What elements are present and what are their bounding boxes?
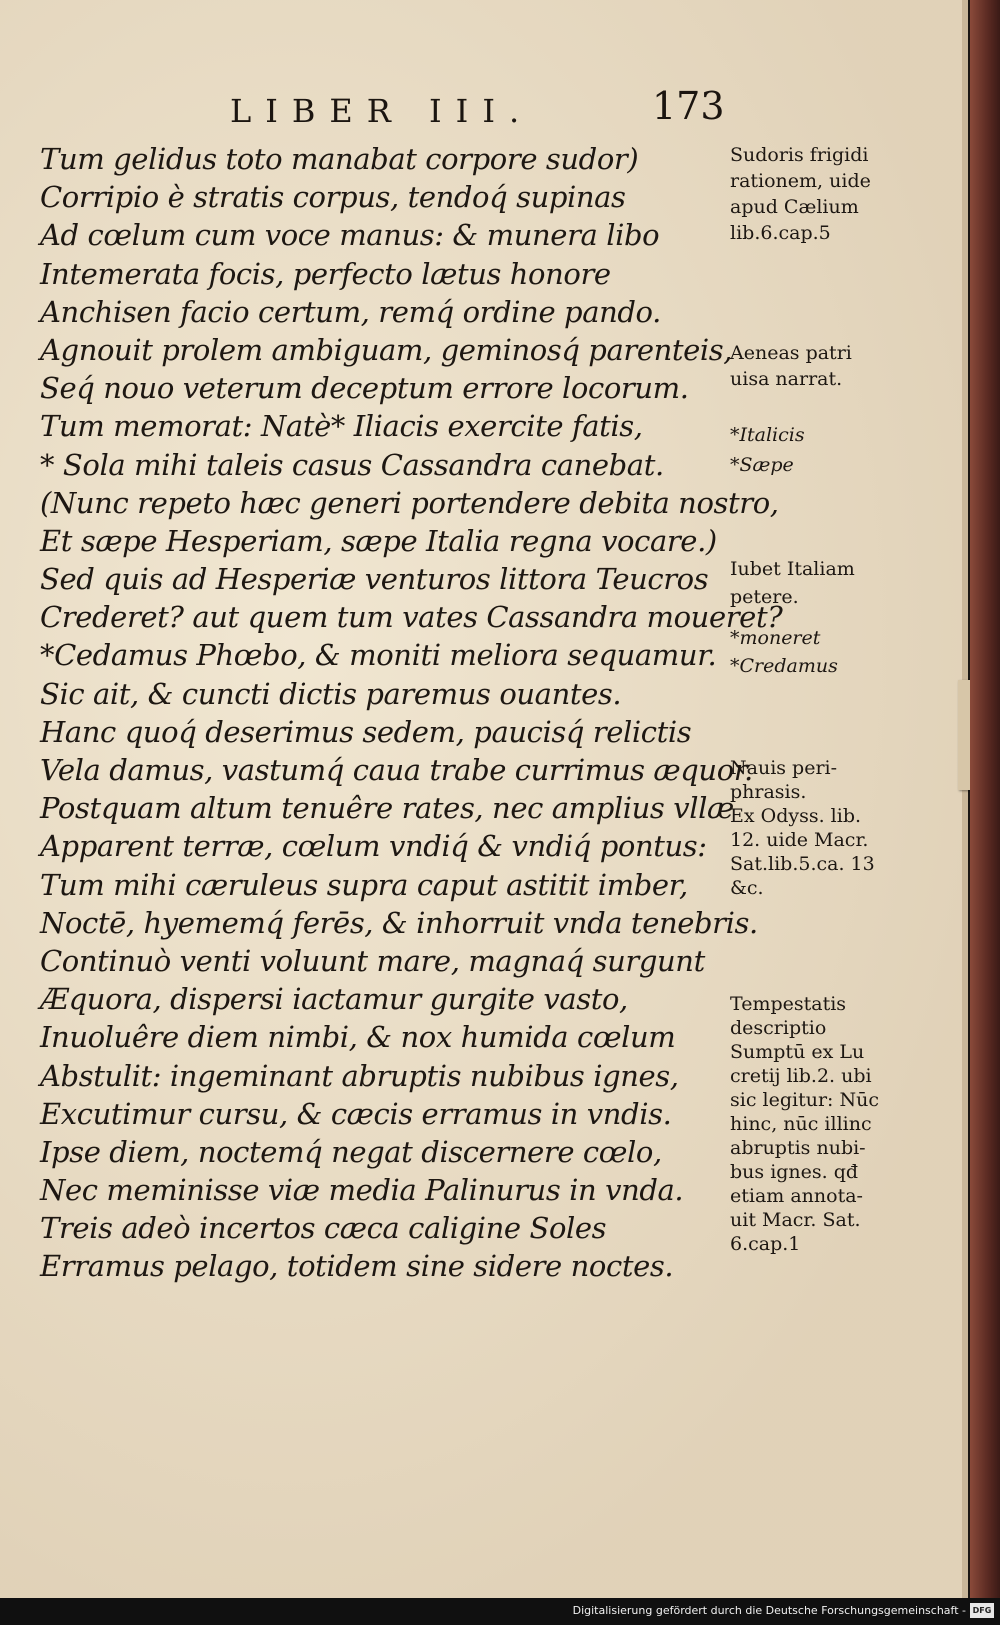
margin-note-line: Aeneas patri (730, 342, 852, 364)
margin-note-line: *moneret (730, 627, 821, 649)
page-number: 173 (652, 84, 725, 128)
margin-note-line: Tempestatis (730, 993, 847, 1015)
margin-note (730, 555, 910, 611)
verse-line: Intemerata focis, perfecto lætus honore (40, 256, 611, 291)
verse-line: Hanc quoq́ deserimus sedem, paucisq́ relictis (40, 714, 692, 749)
verse-line: Abstulit: ingeminant abruptis nubibus ignes, (40, 1058, 679, 1093)
margin-note-line: bus ignes. qđ (730, 1161, 859, 1183)
verse-line: Anchisen facio certum, remq́ ordine pando. (40, 294, 661, 329)
dfg-logo: DFG (970, 1603, 994, 1618)
margin-note-line: phrasis. (730, 781, 807, 803)
margin-note-line: Sudoris frigidi (730, 144, 869, 166)
book-spine (970, 0, 1000, 1598)
margin-note-line: uit Macr. Sat. (730, 1209, 861, 1231)
margin-note-line: hinc, nūc illinc (730, 1113, 872, 1135)
verse-line: (Nunc repeto hæc generi portendere debita nostro, (40, 485, 779, 520)
verse-line: *Cedamus Phœbo, & moniti meliora sequamur. (40, 638, 717, 673)
margin-note-line: petere. (730, 586, 799, 608)
verse-line: Et sæpe Hesperiam, sæpe Italia regna vocare.) (40, 523, 717, 558)
verse-line: Excutimur cursu, & cæcis erramus in vndis. (40, 1096, 672, 1131)
margin-note-line: Sat.lib.5.ca. 13 (730, 853, 875, 875)
verse-line: Æquora, dispersi iactamur gurgite vasto, (40, 982, 628, 1017)
margin-note-line: etiam annota- (730, 1185, 863, 1207)
verse-line: Tum gelidus toto manabat corpore sudor) (40, 142, 639, 176)
margin-note (730, 624, 910, 680)
margin-note-line: 6.cap.1 (730, 1233, 801, 1255)
verse-line: Ipse diem, noctemq́ negat discernere cœlo, (40, 1134, 662, 1169)
margin-note-line: rationem, uide (730, 170, 871, 192)
margin-note-line: Sumptū ex Lu (730, 1041, 865, 1063)
verse-line: Tum mihi cæruleus supra caput astitit imber, (40, 867, 688, 902)
margin-note-line: *Credamus (730, 655, 838, 677)
margin-note (730, 420, 910, 480)
margin-note-line: Iubet Italiam (730, 558, 855, 580)
running-head: LIBER III. (230, 92, 534, 130)
verse-line: Noctē, hyememq́ ferēs, & inhorruit vnda tenebris. (40, 905, 758, 940)
verse-line: Postquam altum tenuêre rates, nec amplius vllæ (40, 791, 734, 826)
verse-line: Agnouit prolem ambiguam, geminosq́ parenteis, (40, 332, 733, 367)
margin-note-line: apud Cælium (730, 196, 859, 218)
footer-credit: Digitalisierung gefördert durch die Deutsche Forschungsgemeinschaft - (572, 1604, 966, 1617)
verse-line: Inuoluêre diem nimbi, & nox humida cœlum (40, 1020, 676, 1055)
margin-note-line: lib.6.cap.5 (730, 222, 831, 244)
margin-note (730, 756, 910, 900)
verse-line: Ad cœlum cum voce manus: & munera libo (40, 218, 660, 253)
verse-line: Vela damus, vastumq́ caua trabe currimus æquor. (40, 753, 753, 787)
verse-line: Tum memorat: Natè* Iliacis exercite fatis, (40, 409, 643, 444)
verse-line: Sed quis ad Hesperiæ venturos littora Teucros (40, 562, 709, 597)
verse-line: Treis adeò incertos cæca caligine Soles (40, 1211, 607, 1246)
verse-line: Continuò venti voluunt mare, magnaq́ surgunt (40, 943, 705, 978)
margin-note (730, 992, 910, 1256)
margin-note (730, 340, 910, 392)
verse-line: Nec meminisse viæ media Palinurus in vnda. (40, 1173, 684, 1208)
margin-note (730, 142, 910, 246)
margin-note-line: *Sæpe (730, 454, 794, 476)
verse-line: Erramus pelago, totidem sine sidere noctes. (40, 1249, 674, 1284)
verse-line: Crederet? aut quem tum vates Cassandra moueret? (40, 600, 783, 635)
verse-line: * Sola mihi taleis casus Cassandra canebat. (40, 447, 664, 482)
margin-note-line: *Italicis (730, 424, 805, 446)
verse-line: Corripio è stratis corpus, tendoq́ supinas (40, 180, 626, 215)
margin-note-line: Ex Odyss. lib. (730, 805, 862, 827)
margin-note-line: cretij lib.2. ubi (730, 1065, 872, 1087)
margin-note-line: &c. (730, 877, 764, 899)
margin-note-line: descriptio (730, 1017, 827, 1039)
verse-line: Sic ait, & cuncti dictis paremus ouantes. (40, 676, 622, 711)
verse-line: Apparent terræ, cœlum vndiq́ & vndiq́ pontus: (40, 829, 707, 864)
margin-note-line: sic legitur: Nūc (730, 1089, 879, 1111)
margin-note-line: Nauis peri- (730, 757, 838, 779)
margin-note-line: uisa narrat. (730, 368, 843, 390)
margin-note-line: abruptis nubi- (730, 1137, 866, 1159)
footer-bar (0, 1598, 1000, 1625)
margin-note-line: 12. uide Macr. (730, 829, 869, 851)
verse-line: Seq́ nouo veterum deceptum errore locorum. (40, 371, 689, 406)
